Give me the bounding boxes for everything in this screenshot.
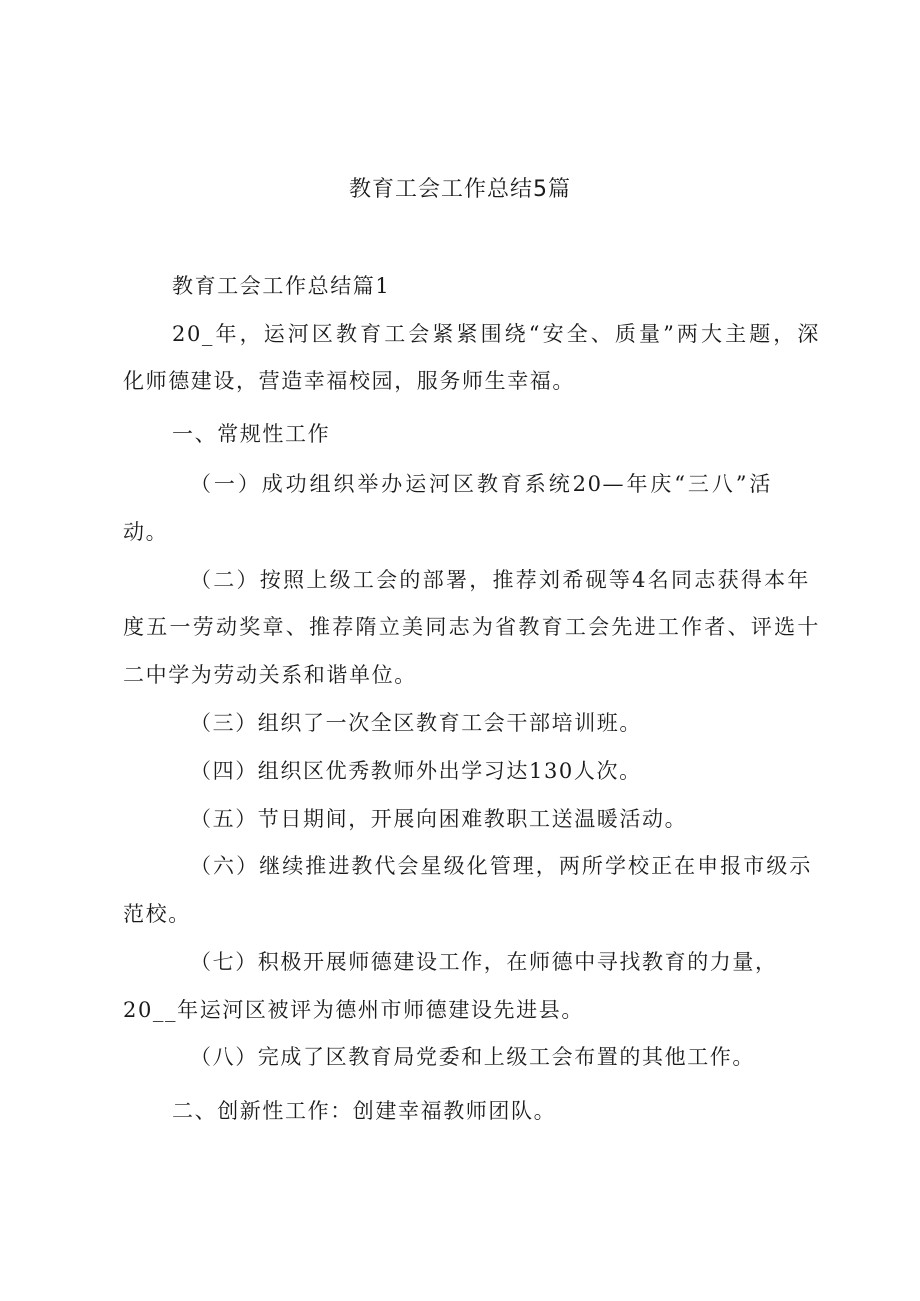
paragraph-line: （五）节日期间，开展向困难教职工送温暖活动。 — [190, 807, 688, 831]
paragraph-line: 化师德建设，营造幸福校园，服务师生幸福。 — [123, 369, 575, 393]
paragraph-line: 动。 — [123, 520, 169, 544]
paragraph-line: 20_年，运河区教育工会紧紧围绕“安全、质量”两大主题，深 — [172, 322, 820, 346]
document-title: 教育工会工作总结5篇 — [349, 177, 571, 202]
paragraph-line: （一）成功组织举办运河区教育系统20—年庆“三八”活 — [190, 472, 772, 496]
paragraph-line: 度五一劳动奖章、推荐隋立美同志为省教育工会先进工作者、评选十 — [123, 615, 820, 639]
paragraph-line: 二、创新性工作：创建幸福教师团队。 — [172, 1099, 557, 1123]
paragraph-line: 范校。 — [123, 902, 191, 926]
paragraph-line: 一、常规性工作 — [172, 422, 331, 446]
paragraph-line: （七）积极开展师德建设工作，在师德中寻找教育的力量， — [190, 950, 778, 974]
paragraph-line: 二中学为劳动关系和谐单位。 — [123, 663, 417, 687]
paragraph-line: 20__年运河区被评为德州市师德建设先进县。 — [123, 998, 584, 1022]
paragraph-line: （三）组织了一次全区教育工会干部培训班。 — [190, 711, 642, 735]
paragraph-line: （六）继续推进教代会星级化管理，两所学校正在申报市级示 — [190, 854, 812, 878]
section-heading: 教育工会工作总结篇1 — [172, 274, 391, 298]
paragraph-line: （四）组织区优秀教师外出学习达130人次。 — [190, 759, 642, 783]
paragraph-line: （二）按照上级工会的部署，推荐刘希砚等4名同志获得本年 — [190, 568, 810, 592]
paragraph-line: （八）完成了区教育局党委和上级工会布置的其他工作。 — [190, 1045, 755, 1069]
